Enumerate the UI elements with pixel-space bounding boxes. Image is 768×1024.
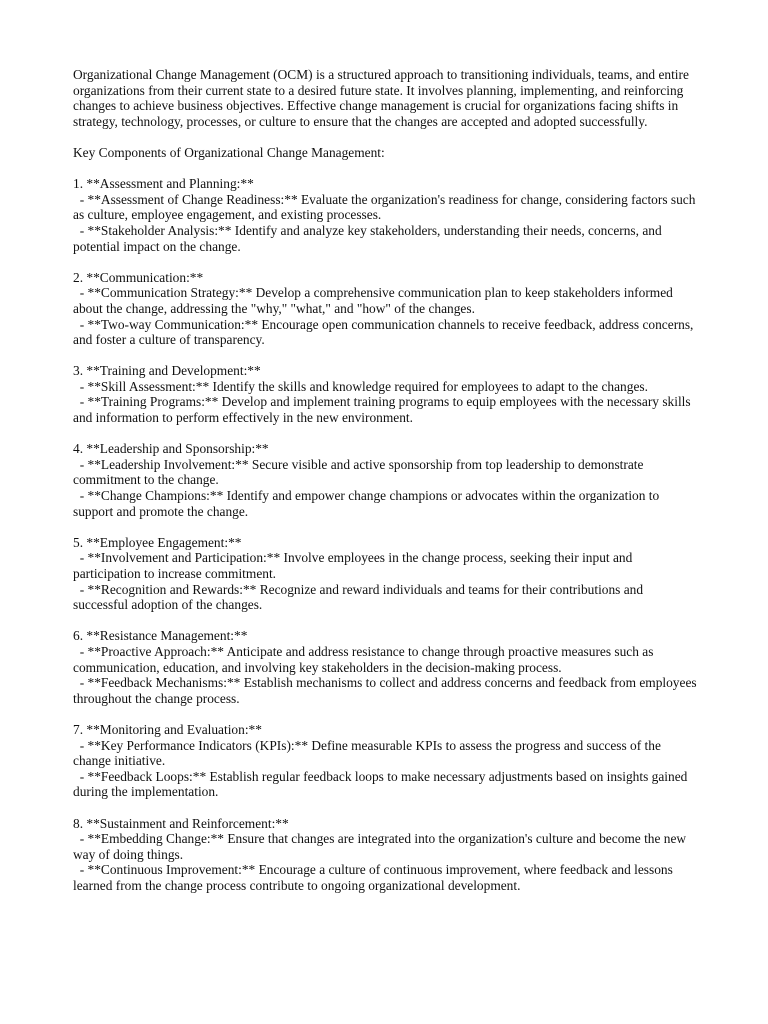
- key-components-heading: Key Components of Organizational Change Management:: [73, 144, 385, 160]
- list-item: - **Involvement and Participation:** Involve employees in the change process, seeking their input and participation to increase commitment.: [73, 550, 636, 581]
- section-communication: [73, 270, 701, 348]
- section-resistance-management: [73, 628, 701, 706]
- list-item: - **Recognition and Rewards:** Recognize and reward individuals and teams for their contributions and successful adoption of the changes.: [73, 581, 647, 613]
- document-page: [73, 67, 701, 893]
- list-item: - **Leadership Involvement:** Secure visible and active sponsorship from top leadership to demonstrate commitment to the change.: [73, 456, 647, 488]
- list-item: - **Feedback Mechanisms:** Establish mechanisms to collect and address concerns and feedback from employees throughout the change process.: [73, 675, 700, 706]
- list-item: - **Embedding Change:** Ensure that changes are integrated into the organization's culture and become the new way of doing things.: [73, 831, 690, 862]
- list-item: - **Feedback Loops:** Establish regular feedback loops to make necessary adjustments based on insights gained during the implementation.: [73, 768, 691, 800]
- section-employee-engagement: [73, 535, 701, 613]
- list-item: - **Key Performance Indicators (KPIs):** Define measurable KPIs to assess the progress and success of the change initiative.: [73, 737, 665, 769]
- list-item: - **Two-way Communication:** Encourage open communication channels to receive feedback, address concerns, and foster a culture of transparency.: [73, 316, 697, 348]
- section-title: 2. **Communication:**: [73, 269, 204, 285]
- section-title: 4. **Leadership and Sponsorship:**: [73, 441, 269, 457]
- list-item: - **Change Champions:** Identify and empower change champions or advocates within the organization to support and promote the change.: [73, 488, 663, 519]
- list-item: - **Assessment of Change Readiness:** Evaluate the organization's readiness for change, considering factors such as culture, employee engagement, and existing processes.: [73, 191, 699, 223]
- list-item: - **Communication Strategy:** Develop a comprehensive communication plan to keep stakeholders informed about the change, addressing the "why," "what," and "how" of the changes.: [73, 285, 677, 316]
- list-item: - **Proactive Approach:** Anticipate and address resistance to change through proactive measures such as communication, education, and involving key stakeholders in the decision-making process.: [73, 643, 657, 675]
- list-item: - **Skill Assessment:** Identify the skills and knowledge required for employees to adapt to the changes.: [73, 378, 648, 394]
- section-title: 5. **Employee Engagement:**: [73, 534, 242, 550]
- section-sustainment-reinforcement: [73, 816, 701, 894]
- list-item: - **Stakeholder Analysis:** Identify and analyze key stakeholders, understanding their needs, concerns, and potential impact on the change.: [73, 222, 666, 254]
- section-title: 7. **Monitoring and Evaluation:**: [73, 721, 262, 737]
- intro-paragraph: Organizational Change Management (OCM) is a structured approach to transitioning individuals, teams, and entire organizations from their current state to a desired future state. It involves planning, implementing, and reinforcing changes to achieve business objectives. Effective change management is crucial for organizations facing shifts in strategy, technology, processes, or culture to ensure that the changes are accepted and adopted successfully.: [73, 67, 689, 129]
- list-item: - **Training Programs:** Develop and implement training programs to equip employees with the necessary skills and information to perform effectively in the new environment.: [73, 394, 694, 426]
- section-training-development: [73, 363, 701, 425]
- section-title: 8. **Sustainment and Reinforcement:**: [73, 815, 289, 831]
- section-leadership-sponsorship: [73, 441, 701, 519]
- section-title: 3. **Training and Development:**: [73, 363, 261, 379]
- section-title: 1. **Assessment and Planning:**: [73, 176, 254, 192]
- section-monitoring-evaluation: [73, 722, 701, 800]
- list-item: - **Continuous Improvement:** Encourage a culture of continuous improvement, where feedback and lessons learned from the change process contribute to ongoing organizational development.: [73, 862, 677, 893]
- section-title: 6. **Resistance Management:**: [73, 628, 248, 644]
- section-assessment-planning: [73, 176, 701, 254]
